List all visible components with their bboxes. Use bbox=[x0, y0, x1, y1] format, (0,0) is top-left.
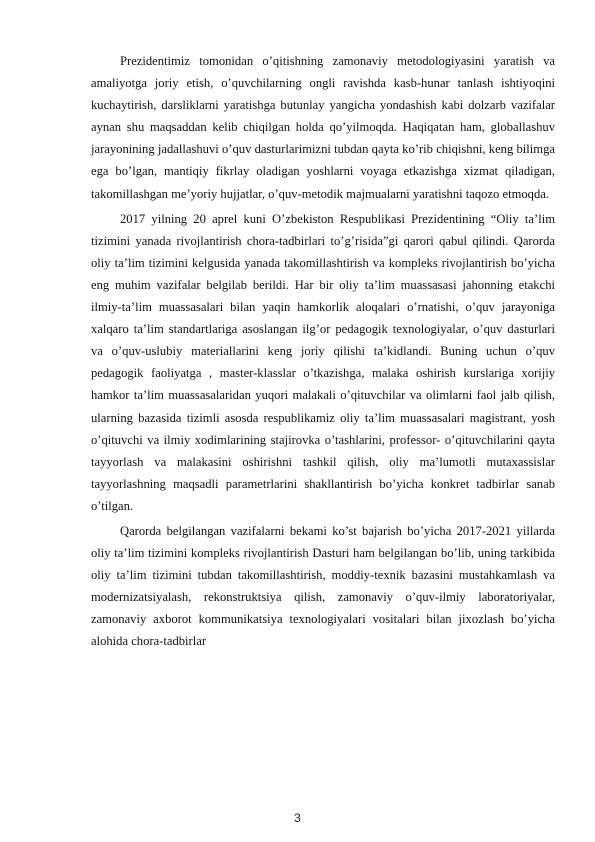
paragraph-1: Prezidentimiz tomonidan o’qitishning zamonaviy metodologiyasini yaratish va amaliyotga joriy etish, o’quvchilarning ongli ravishda kasb-hunar tanlash ishtiyoqini kuchaytirish, darsliklarni yaratishga butunlay yangicha yondashish kabi dolzarb vazifalar aynan shu maqsaddan kelib chiqilgan holda qo’yilmoqda. Haqiqatan ham, globallashuv jarayonining jadallashuvi o’quv dasturlarimizni tubdan qayta ko’rib chiqishni, keng bilimga ega bo’lgan, mantiqiy fikrlay oladigan yoshlarni voyaga etkazishga xizmat qiladigan, takomillashgan me’yoriy hujjatlar, o’quv-metodik majmualarni yaratishni taqozo etmoqda. bbox=[91, 54, 555, 201]
paragraph-2: 2017 yilning 20 aprel kuni O’zbekiston Respublikasi Prezidentining “Oliy ta’lim tizimini yanada rivojlantirish chora-tadbirlari to’g’risida”gi qarori qabul qilindi. Qarorda oliy ta’lim tizimini kelgusida yanada takomillashtirish va kompleks rivojlantirish bo’yicha eng muhim vazifalar belgilab berildi. Har bir oliy ta’lim muassasasi jahonning etakchi ilmiy-ta’lim muassasalari bilan yaqin hamkorlik aloqalari o’rnatishi, o’quv jarayoniga xalqaro ta’lim standartlariga asoslangan ilg’or pedagogik texnologiyalar, o’quv dasturlari va o’quv-uslubiy materiallarini keng joriy qilishi ta’kidlandi. Buning uchun o’quv pedagogik faoliyatga , master-klasslar o’tkazishga, malaka oshirish kurslariga xorijiy hamkor ta’lim muassasalaridan yuqori malakali o’qituvchilar va olimlarni faol jalb qilish, ularning bazasida tizimli asosda respublikamiz oliy ta’lim muassasalari magistrant, yosh o’qituvchi va ilmiy xodimlarining stajirovka o’tashlarini, professor- o’qituvchilarini qayta tayyorlash va malakasini oshirishni tashkil qilish, oliy ma’lumotli mutaxassislar tayyorlashning maqsadli parametrlarini shakllantirish bo’yicha konkret tadbirlar sanab o’tilgan. bbox=[91, 211, 555, 513]
page-number: 3 bbox=[294, 811, 301, 825]
paragraph-3: Qarorda belgilangan vazifalarni bekami ko’st bajarish bo’yicha 2017-2021 yillarda oliy ta’lim tizimini kompleks rivojlantirish Dasturi ham belgilangan bo’lib, uning tarkibida oliy ta’lim tizimini tubdan takomillashtirish, moddiy-texnik bazasini mustahkamlash va modernizatsiyalash, rekonstruktsiya qilish, zamonaviy o’quv-ilmiy laboratoriyalar, zamonaviy axborot kommunikatsiya texnologiyalari vositalari bilan jixozlash bo’yicha alohida chora-tadbirlar bbox=[91, 523, 555, 649]
body-text bbox=[91, 50, 555, 653]
